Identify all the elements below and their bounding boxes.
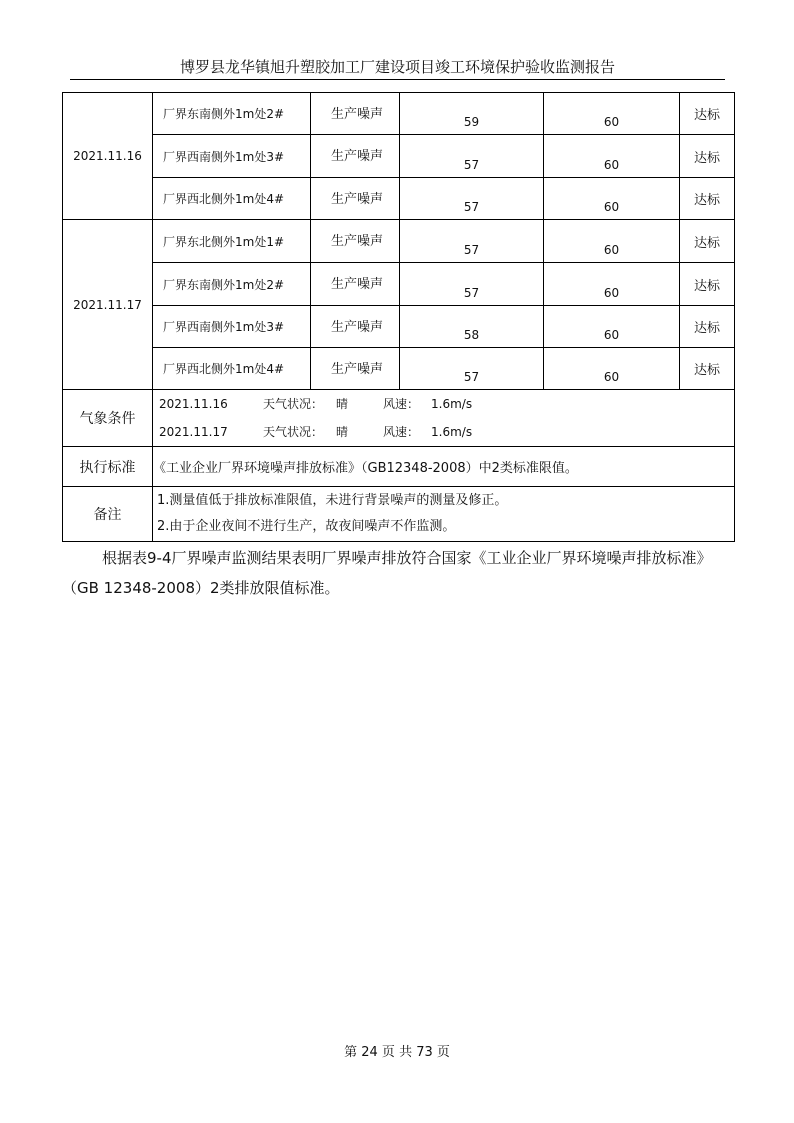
location-cell: 厂界西南侧外1m处3# [153,135,311,178]
standard-row [63,447,735,487]
note-line-2: 2.由于企业夜间不进行生产，故夜间噪声不作监测。 [157,519,456,534]
table-row [63,220,735,263]
noise-type-cell: 生产噪声 [311,93,400,135]
wind-speed-label: 风速： [383,397,420,411]
weather-day-2 [153,418,734,446]
table-row [63,135,735,178]
result-cell: 达标 [680,263,735,306]
measured-value-cell: 57 [400,220,544,263]
report-header [70,56,725,80]
measured-value-cell: 57 [400,348,544,390]
notes-content [153,487,735,542]
location-cell: 厂界东南侧外1m处2# [153,263,311,306]
standard-text: 《工业企业厂界环境噪声排放标准》（GB12348-2008）中2类标准限值。 [153,447,735,487]
standard-label: 执行标准 [63,447,153,487]
noise-type-cell: 生产噪声 [311,135,400,178]
noise-type-cell: 生产噪声 [311,263,400,306]
weather-date: 2021.11.16 [159,397,228,411]
table-row [63,93,735,135]
table-row [63,263,735,306]
table-row [63,348,735,390]
location-cell: 厂界东北侧外1m处1# [153,220,311,263]
limit-value-cell: 60 [544,93,680,135]
weather-content [153,390,735,447]
result-cell: 达标 [680,306,735,348]
result-cell: 达标 [680,135,735,178]
location-cell: 厂界西北侧外1m处4# [153,348,311,390]
page-number: 第 24 页 共 73 页 [344,1045,450,1060]
result-cell: 达标 [680,220,735,263]
location-cell: 厂界西北侧外1m处4# [153,178,311,220]
wind-speed-value: 1.6m/s [431,397,473,411]
wind-speed-label: 风速： [383,425,420,439]
limit-value-cell: 60 [544,135,680,178]
limit-value-cell: 60 [544,306,680,348]
date-cell: 2021.11.17 [63,220,153,390]
location-cell: 厂界东南侧外1m处2# [153,93,311,135]
measured-value-cell: 57 [400,135,544,178]
noise-type-cell: 生产噪声 [311,306,400,348]
noise-type-cell: 生产噪声 [311,220,400,263]
notes-row [63,487,735,542]
table-row [63,178,735,220]
weather-condition-value: 晴 [336,397,349,411]
measured-value-cell: 59 [400,93,544,135]
noise-type-cell: 生产噪声 [311,178,400,220]
noise-type-cell: 生产噪声 [311,348,400,390]
limit-value-cell: 60 [544,220,680,263]
location-cell: 厂界西南侧外1m处3# [153,306,311,348]
weather-label: 气象条件 [63,390,153,447]
notes-label: 备注 [63,487,153,542]
date-cell: 2021.11.16 [63,93,153,220]
limit-value-cell: 60 [544,178,680,220]
limit-value-cell: 60 [544,263,680,306]
noise-results-table [62,92,735,542]
wind-speed-value: 1.6m/s [431,425,473,439]
page-footer [0,1041,794,1060]
weather-day-1 [153,390,734,418]
weather-condition-label: 天气状况： [263,397,324,411]
weather-condition-label: 天气状况： [263,425,324,439]
table-row [63,306,735,348]
note-line-1: 1.测量值低于排放标准限值，未进行背景噪声的测量及修正。 [157,493,508,508]
weather-row [63,390,735,447]
weather-condition-value: 晴 [336,425,349,439]
limit-value-cell: 60 [544,348,680,390]
report-title: 博罗县龙华镇旭升塑胶加工厂建设项目竣工环境保护验收监测报告 [179,58,615,76]
measured-value-cell: 58 [400,306,544,348]
measured-value-cell: 57 [400,263,544,306]
result-cell: 达标 [680,178,735,220]
result-cell: 达标 [680,348,735,390]
measured-value-cell: 57 [400,178,544,220]
weather-date: 2021.11.17 [159,425,228,439]
conclusion-paragraph: 根据表9-4厂界噪声监测结果表明厂界噪声排放符合国家《工业企业厂界环境噪声排放标准》（GB 12348-2008）2类排放限值标准。 [62,549,712,597]
result-cell: 达标 [680,93,735,135]
